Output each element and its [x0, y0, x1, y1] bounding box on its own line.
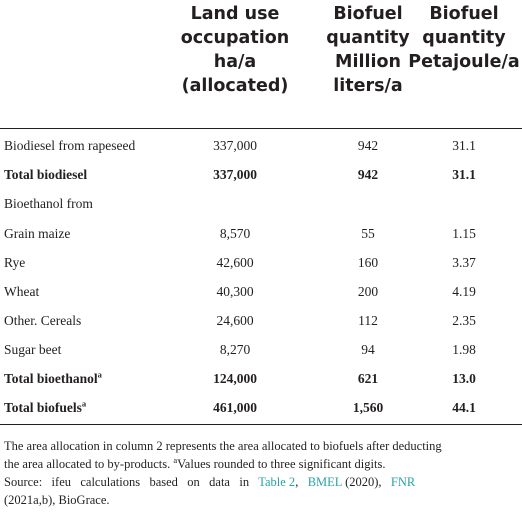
land-use-value: 40,300	[216, 284, 254, 299]
land-use-value: 124,000	[213, 371, 257, 386]
land-use-value: 337,000	[213, 138, 257, 153]
header-biofuel-pj-line: Petajoule/a	[408, 52, 520, 72]
footnote-marker: a	[97, 369, 102, 380]
liters-value: 55	[361, 226, 375, 241]
row-label: Total biodiesel	[4, 167, 88, 182]
land-use-value: 461,000	[213, 400, 257, 415]
liters-value: 942	[357, 167, 379, 182]
footnote-text: Values rounded to three significant digits.	[177, 457, 386, 471]
liters-value: 160	[357, 255, 379, 270]
footnote-line	[4, 456, 520, 473]
separator: ,	[378, 475, 391, 489]
petajoule-value: 3.37	[452, 255, 476, 270]
petajoule-value: 1.98	[452, 342, 476, 357]
table-bottom-rule	[0, 424, 522, 425]
header-land-use-line: ha/a	[213, 52, 257, 72]
header-biofuel-liters-line: Biofuel	[333, 4, 403, 24]
table-2-link[interactable]: Table 2	[258, 475, 296, 489]
header-rule	[0, 128, 522, 129]
liters-value: 200	[357, 284, 379, 299]
petajoule-value: 31.1	[452, 138, 476, 153]
row-label: Grain maize	[4, 226, 71, 241]
liters-value: 94	[361, 342, 375, 357]
row-label-text: Total biofuels	[4, 400, 82, 415]
liters-value: 942	[357, 138, 379, 153]
liters-value: 112	[358, 313, 378, 328]
row-label: Bioethanol from	[4, 196, 93, 211]
header-land-use-line: (allocated)	[181, 76, 289, 96]
row-label-text: Total bioethanol	[4, 371, 98, 386]
row-label	[4, 371, 102, 387]
footnote-marker: a	[81, 398, 87, 409]
source-line	[4, 492, 520, 509]
row-label: Wheat	[4, 284, 40, 299]
bmel-year: (2020)	[341, 475, 379, 489]
land-use-value: 337,000	[213, 167, 257, 182]
liters-value: 1,560	[352, 400, 384, 415]
footnote-text: the area allocated to by-products.	[4, 457, 174, 471]
source-line	[4, 474, 520, 491]
separator: ,	[295, 475, 308, 489]
header-biofuel-liters-line: liters/a	[333, 76, 403, 96]
header-biofuel-pj	[406, 2, 522, 74]
fnr-year: (2021a,b)	[4, 493, 53, 507]
land-use-value: 42,600	[216, 255, 254, 270]
petajoule-value: 31.1	[452, 167, 476, 182]
row-label: Rye	[4, 255, 26, 270]
header-land-use-line: Land use	[190, 4, 280, 24]
fnr-link[interactable]: FNR	[390, 475, 416, 489]
header-land-use-line: occupation	[180, 28, 290, 48]
footnote-line: The area allocation in column 2 represents the area allocated to biofuels after deducting	[4, 439, 442, 453]
bmel-link[interactable]: BMEL	[307, 475, 342, 489]
liters-value: 621	[357, 371, 379, 386]
row-label	[4, 400, 86, 416]
petajoule-value: 4.19	[452, 284, 476, 299]
row-label: Biodiesel from rapeseed	[4, 138, 136, 153]
petajoule-value: 13.0	[452, 371, 476, 386]
header-biofuel-liters-line: quantity	[326, 28, 410, 48]
row-label: Sugar beet	[4, 342, 62, 357]
row-label: Other. Cereals	[4, 313, 82, 328]
footnote-marker: a	[173, 454, 178, 465]
header-biofuel-liters-line: Million	[335, 52, 401, 72]
source-suffix: , BioGrace.	[52, 493, 110, 507]
land-use-value: 8,270	[219, 342, 251, 357]
petajoule-value: 44.1	[452, 400, 476, 415]
source-prefix: Source: ifeu calculations based on data in	[4, 475, 259, 489]
header-land-use	[168, 2, 302, 98]
petajoule-value: 2.35	[452, 313, 476, 328]
header-biofuel-pj-line: quantity	[422, 28, 506, 48]
land-use-value: 24,600	[216, 313, 254, 328]
header-biofuel-pj-line: Biofuel	[429, 4, 499, 24]
petajoule-value: 1.15	[452, 226, 476, 241]
land-use-value: 8,570	[219, 226, 251, 241]
